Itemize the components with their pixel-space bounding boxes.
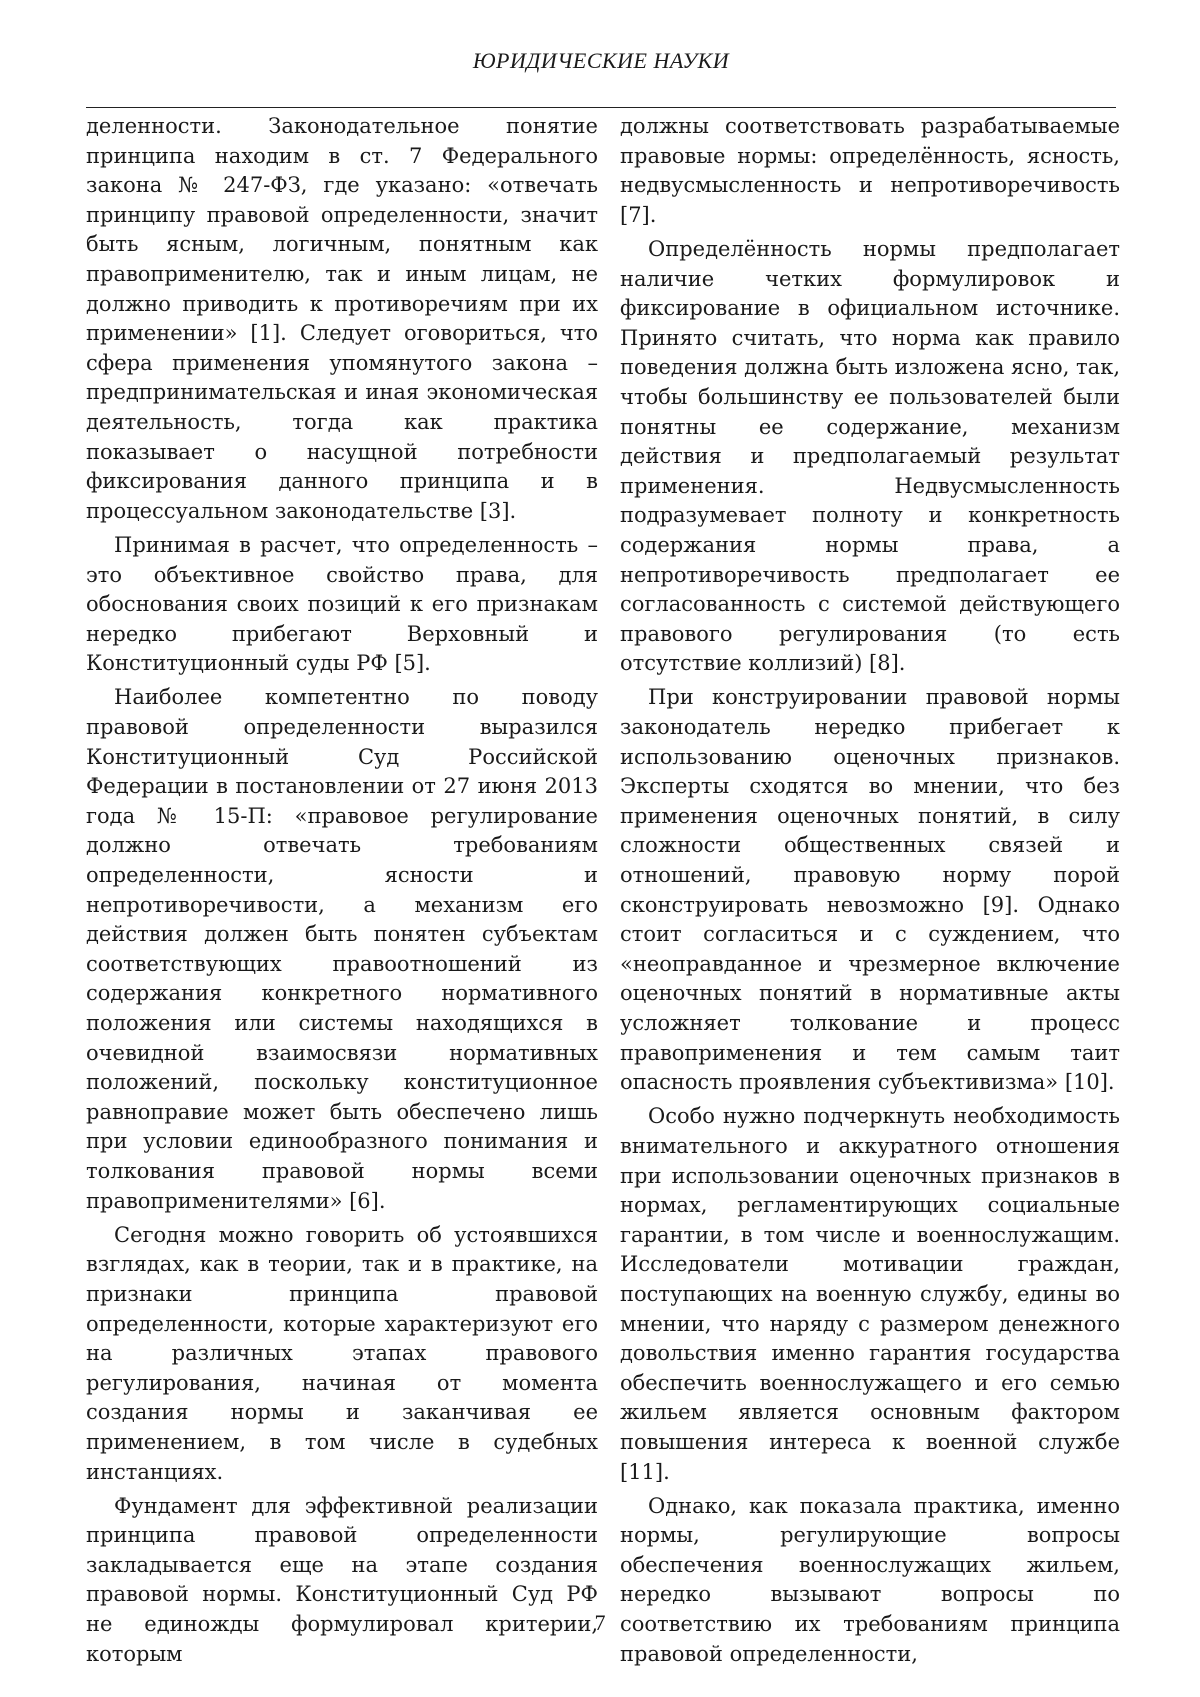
left-column bbox=[86, 112, 598, 1674]
running-header: ЮРИДИЧЕСКИЕ НАУКИ bbox=[472, 48, 730, 73]
paragraph: Определённость нормы предполагает наличие четких формулировок и фиксирование в официальном источнике. Принято считать, что норма как правило поведения должна быть изложена ясно, так, чтобы большинству ее пользователей были понятны ее содержание, механизм действия и предполагаемый результат применения. Недвусмысленность подразумевает полноту и конкретность содержания нормы права, а непротиворечивость предполагает ее согласованность с системой действующего правового регулирования (то есть отсутствие коллизий) [8]. bbox=[620, 236, 1120, 676]
paragraph: Принимая в расчет, что определенность – это объективное свойство права, для обоснования своих позиций к его признакам нередко прибегают Верховный и Конституционный суды РФ [5]. bbox=[86, 532, 598, 676]
right-column bbox=[620, 112, 1120, 1674]
paragraph: деленности. Законодательное понятие принципа находим в ст. 7 Федерального закона № 247-ФЗ, где указано: «отвечать принципу правовой определенности, значит быть ясным, логичным, понятным как правоприменителю, так и иным лицам, не должно приводить к противоречиям при их применении» [1]. Следует оговориться, что сфера применения упомянутого закона – предпринимательская и иная экономическая деятельность, тогда как практика показывает о насущной потребности фиксирования данного принципа и в процессуальном законодательстве [3]. bbox=[86, 114, 598, 523]
paragraph: При конструировании правовой нормы законодатель нередко прибегает к использованию оценочных признаков. Эксперты сходятся во мнении, что без применения оценочных понятий, в силу сложности общественных связей и отношений, правовую норму порой сконструировать невозможно [9]. Однако стоит согласиться и с суждением, что «неоправданное и чрезмерное включение оценочных понятий в нормативные акты усложняет толкование и процесс правоприменения и тем самым таит опасность проявления субъективизма» [10]. bbox=[620, 685, 1120, 1095]
paragraph: Сегодня можно говорить об устоявшихся взглядах, как в теории, так и в практике, на признаки принципа правовой определенности, которые характеризуют его на различных этапах правового регулирования, начиная от момента создания нормы и заканчивая ее применением, в том числе в судебных инстанциях. bbox=[86, 1222, 598, 1484]
paragraph: Наиболее компетентно по поводу правовой определенности выразился Конституционный Суд Российской Федерации в постановлении от 27 июня 2013 года № 15-П: «правовое регулирование должно отвечать требованиям определенности, ясности и непротиворечивости, а механизм его действия должен быть понятен субъектам соответствующих правоотношений из содержания конкретного нормативного положения или системы находящихся в очевидной взаимосвязи нормативных положений, поскольку конституционное равноправие может быть обеспечено лишь при условии единообразного понимания и толкования правовой нормы всеми правоприменителями» [6]. bbox=[86, 685, 598, 1213]
paragraph: Особо нужно подчеркнуть необходимость внимательного и аккуратного отношения при использовании оценочных признаков в нормах, регламентирующих социальные гарантии, в том числе и военнослужащим. Исследователи мотивации граждан, поступающих на военную службу, едины во мнении, что наряду с размером денежного довольствия именно гарантия государства обеспечить военнослужащего и его семью жильем является основным фактором повышения интереса к военной службе [11]. bbox=[620, 1104, 1120, 1484]
paragraph: Фундамент для эффективной реализации принципа правовой определенности закладывается еще на этапе создания правовой нормы. Конституционный Суд РФ не единожды формулировал критерии, которым bbox=[86, 1493, 598, 1666]
paragraph: должны соответствовать разрабатываемые правовые нормы: определённость, ясность, недвусмысленность и непротиворечивость [7]. bbox=[620, 114, 1120, 227]
page-number: 7 bbox=[594, 1610, 606, 1635]
header-rule bbox=[86, 107, 1116, 108]
paragraph: Однако, как показала практика, именно нормы, регулирующие вопросы обеспечения военнослужащих жильем, нередко вызывают вопросы по соответствию их требованиям принципа правовой определенности, bbox=[620, 1493, 1120, 1666]
